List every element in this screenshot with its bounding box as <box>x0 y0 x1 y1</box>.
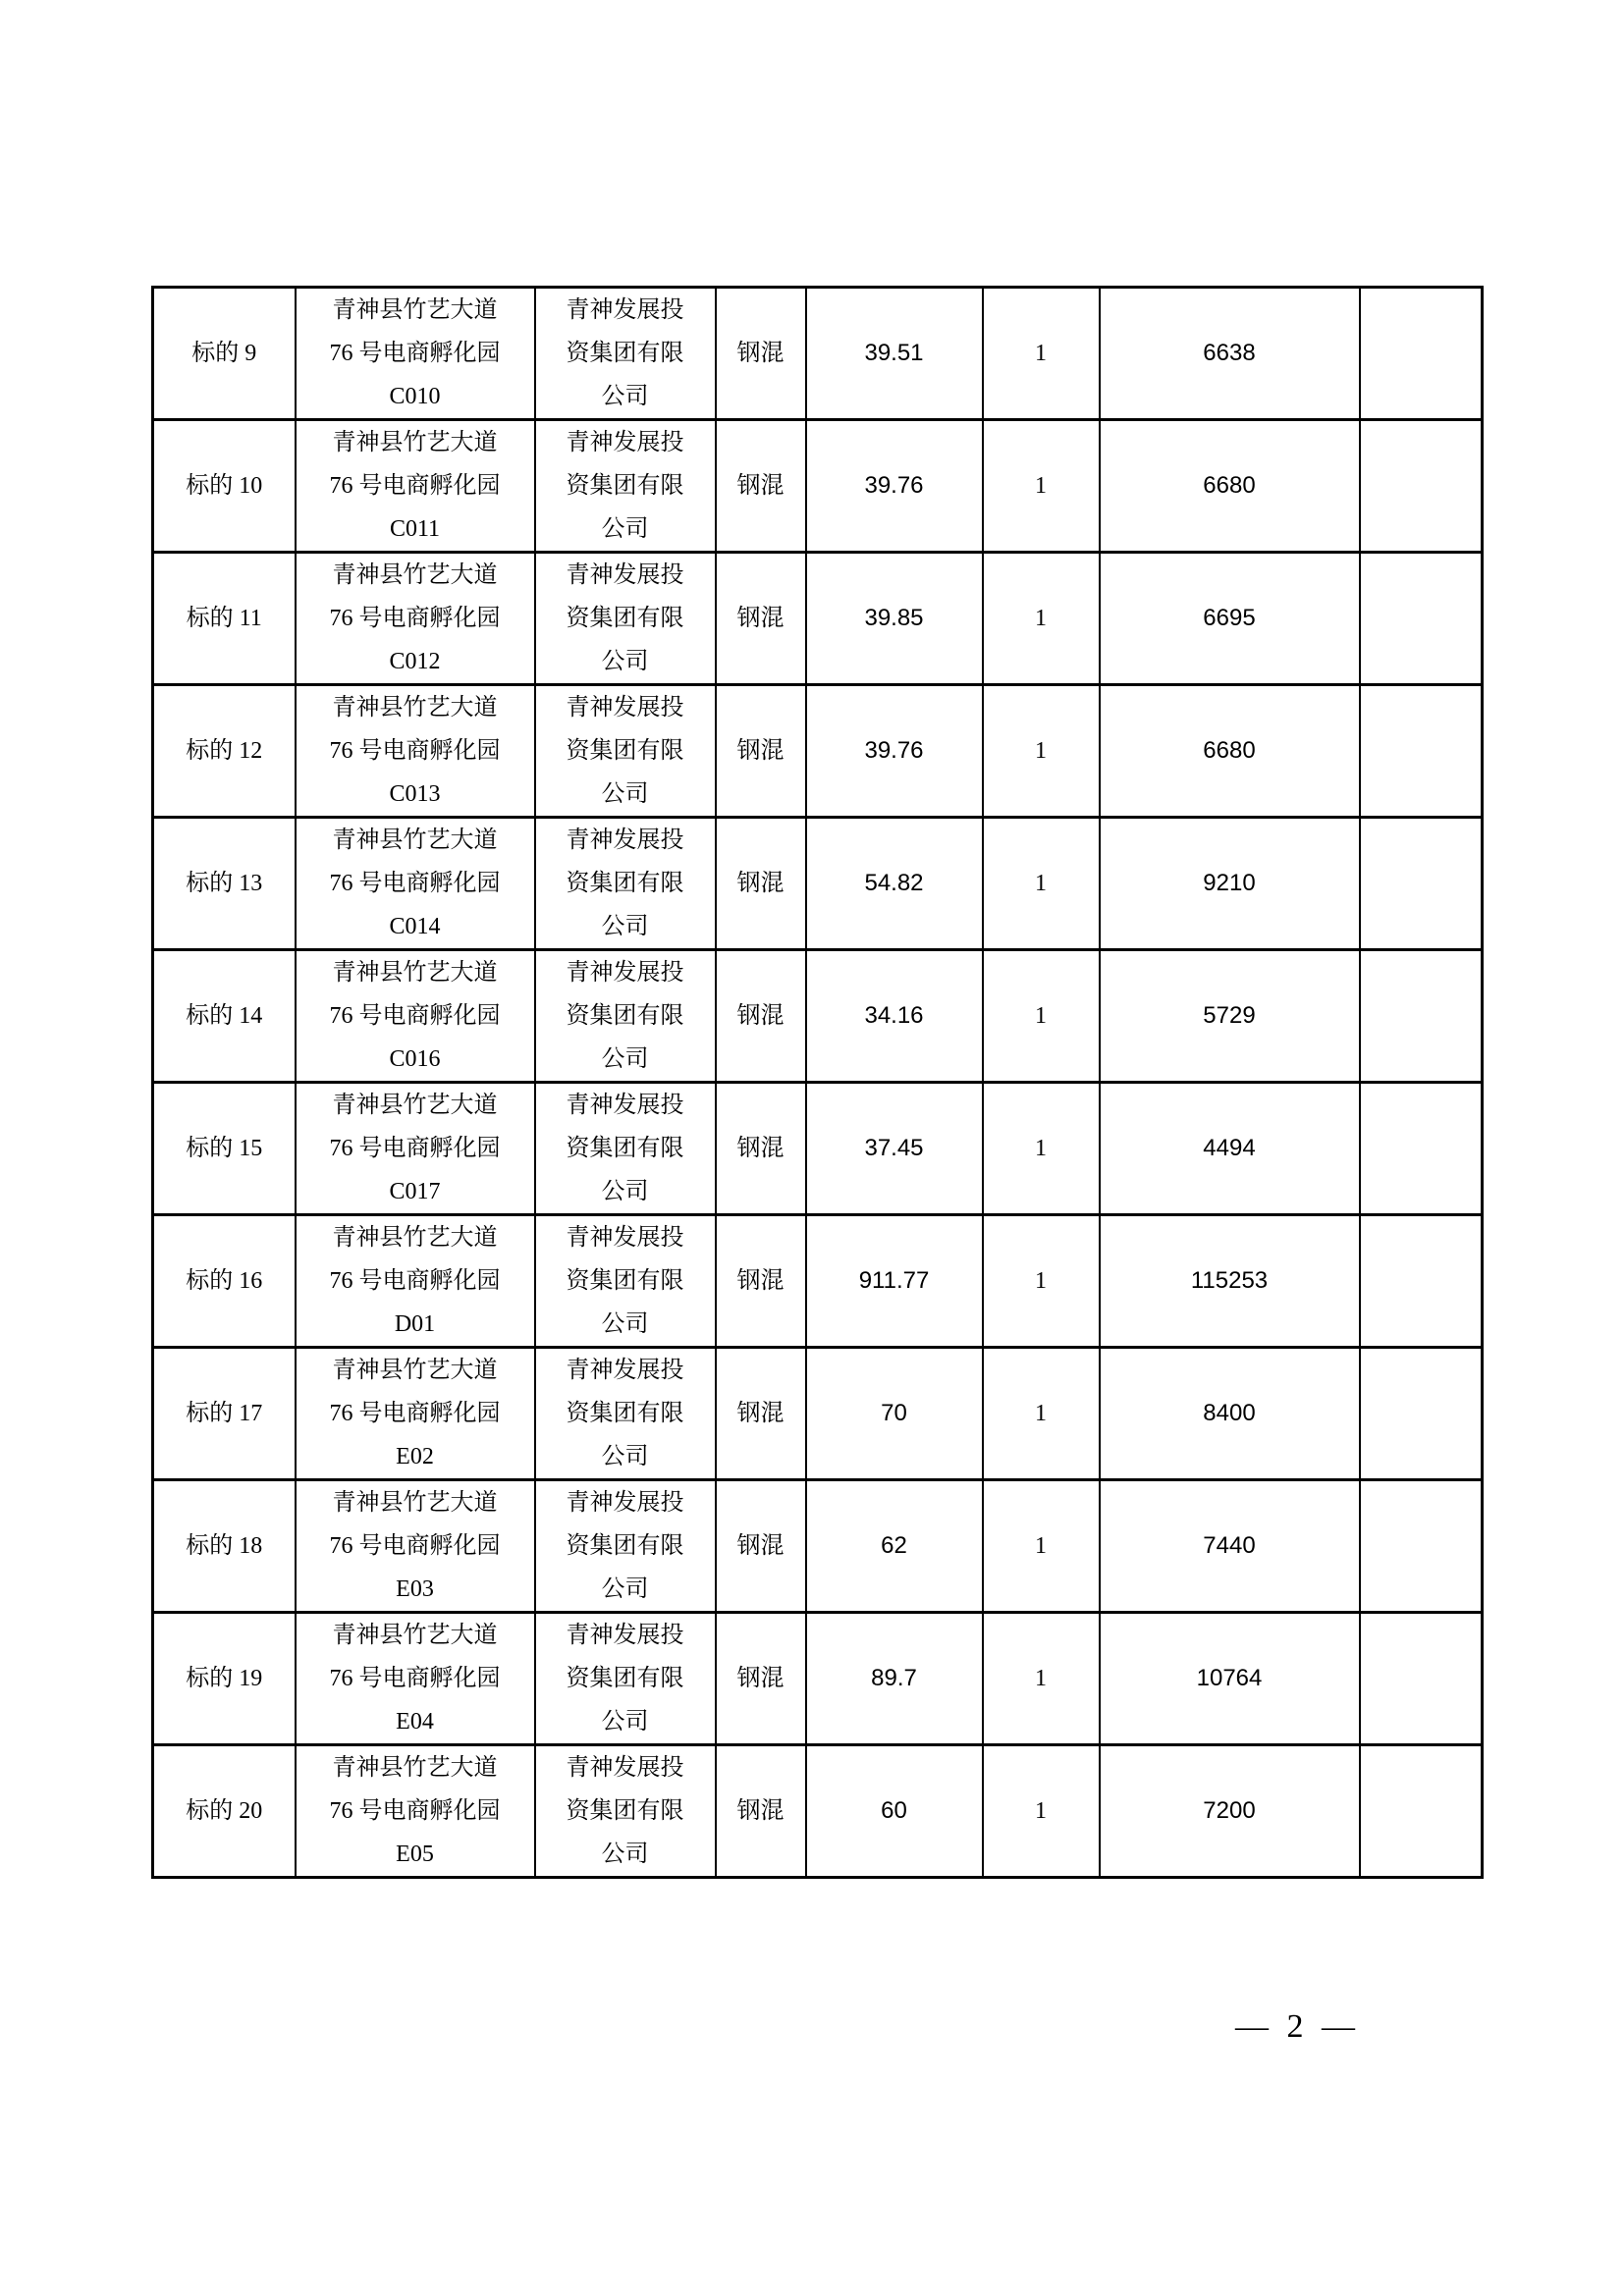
address-cell <box>296 420 535 553</box>
table-row <box>153 1480 1483 1613</box>
address-line-2: 76 号电商孵化园 <box>329 473 501 499</box>
quantity-cell: 1 <box>983 1215 1100 1348</box>
structure-cell: 钢混 <box>716 1613 806 1745</box>
quantity-cell: 1 <box>983 1348 1100 1480</box>
owner-line: 青神发展投 <box>566 430 684 455</box>
structure-cell: 钢混 <box>716 1745 806 1878</box>
structure-cell: 钢混 <box>716 553 806 685</box>
owner-cell <box>535 288 716 420</box>
owner-cell <box>535 950 716 1083</box>
address-line-1: 青神县竹艺大道 <box>332 1358 498 1383</box>
owner-line: 公司 <box>601 1046 649 1072</box>
price-cell: 6680 <box>1100 685 1360 818</box>
quantity-cell: 1 <box>983 1480 1100 1613</box>
subject-id-cell: 标的 14 <box>153 950 296 1083</box>
table-row <box>153 1348 1483 1480</box>
owner-line: 公司 <box>601 1709 649 1735</box>
address-line-1: 青神县竹艺大道 <box>332 1490 498 1516</box>
address-line-2: 76 号电商孵化园 <box>329 1003 501 1029</box>
table-row <box>153 685 1483 818</box>
address-line-2: 76 号电商孵化园 <box>329 738 501 764</box>
structure-cell: 钢混 <box>716 420 806 553</box>
price-cell: 115253 <box>1100 1215 1360 1348</box>
table-row <box>153 420 1483 553</box>
area-cell: 34.16 <box>806 950 983 1083</box>
table-row <box>153 1613 1483 1745</box>
owner-line: 资集团有限 <box>566 1533 684 1559</box>
owner-line: 青神发展投 <box>566 297 684 323</box>
unit-code: E02 <box>396 1444 434 1469</box>
quantity-cell: 1 <box>983 950 1100 1083</box>
area-cell: 70 <box>806 1348 983 1480</box>
owner-line: 青神发展投 <box>566 1093 684 1118</box>
empty-cell <box>1360 818 1483 950</box>
area-cell: 39.76 <box>806 420 983 553</box>
subject-id-cell: 标的 9 <box>153 288 296 420</box>
owner-line: 公司 <box>601 1842 649 1867</box>
owner-line: 青神发展投 <box>566 1358 684 1383</box>
owner-line: 青神发展投 <box>566 1490 684 1516</box>
area-cell: 62 <box>806 1480 983 1613</box>
address-line-1: 青神县竹艺大道 <box>332 430 498 455</box>
table-row <box>153 1215 1483 1348</box>
structure-cell: 钢混 <box>716 1083 806 1215</box>
owner-cell <box>535 1348 716 1480</box>
structure-cell: 钢混 <box>716 818 806 950</box>
price-cell: 4494 <box>1100 1083 1360 1215</box>
owner-cell <box>535 553 716 685</box>
subject-id-cell: 标的 16 <box>153 1215 296 1348</box>
address-line-2: 76 号电商孵化园 <box>329 341 501 366</box>
address-cell <box>296 288 535 420</box>
owner-line: 公司 <box>601 1444 649 1469</box>
owner-line: 青神发展投 <box>566 1755 684 1781</box>
empty-cell <box>1360 288 1483 420</box>
empty-cell <box>1360 1745 1483 1878</box>
quantity-cell: 1 <box>983 288 1100 420</box>
address-line-2: 76 号电商孵化园 <box>329 1798 501 1824</box>
owner-line: 公司 <box>601 781 649 807</box>
owner-line: 公司 <box>601 1311 649 1337</box>
price-cell: 5729 <box>1100 950 1360 1083</box>
owner-cell <box>535 1613 716 1745</box>
owner-line: 青神发展投 <box>566 695 684 721</box>
subject-id-cell: 标的 10 <box>153 420 296 553</box>
address-cell <box>296 1348 535 1480</box>
owner-cell <box>535 1745 716 1878</box>
price-cell: 6695 <box>1100 553 1360 685</box>
address-cell <box>296 1745 535 1878</box>
address-line-2: 76 号电商孵化园 <box>329 1666 501 1691</box>
empty-cell <box>1360 1480 1483 1613</box>
owner-line: 公司 <box>601 1179 649 1204</box>
empty-cell <box>1360 553 1483 685</box>
area-cell: 911.77 <box>806 1215 983 1348</box>
subject-id-cell: 标的 20 <box>153 1745 296 1878</box>
owner-line: 资集团有限 <box>566 606 684 631</box>
structure-cell: 钢混 <box>716 950 806 1083</box>
page-number: — 2 — <box>1235 2008 1360 2045</box>
address-cell <box>296 685 535 818</box>
owner-line: 资集团有限 <box>566 1666 684 1691</box>
price-cell: 6680 <box>1100 420 1360 553</box>
owner-line: 资集团有限 <box>566 1798 684 1824</box>
owner-line: 青神发展投 <box>566 960 684 986</box>
address-cell <box>296 1215 535 1348</box>
quantity-cell: 1 <box>983 420 1100 553</box>
address-cell <box>296 553 535 685</box>
address-line-2: 76 号电商孵化园 <box>329 606 501 631</box>
quantity-cell: 1 <box>983 1613 1100 1745</box>
unit-code: E05 <box>396 1842 434 1867</box>
area-cell: 39.76 <box>806 685 983 818</box>
empty-cell <box>1360 1348 1483 1480</box>
area-cell: 89.7 <box>806 1613 983 1745</box>
table-row <box>153 1083 1483 1215</box>
unit-code: C012 <box>389 649 441 674</box>
owner-line: 公司 <box>601 1576 649 1602</box>
owner-cell <box>535 1480 716 1613</box>
owner-line: 公司 <box>601 516 649 542</box>
area-cell: 54.82 <box>806 818 983 950</box>
unit-code: C017 <box>389 1179 441 1204</box>
owner-cell <box>535 420 716 553</box>
owner-line: 资集团有限 <box>566 738 684 764</box>
structure-cell: 钢混 <box>716 1348 806 1480</box>
address-line-1: 青神县竹艺大道 <box>332 828 498 853</box>
address-line-1: 青神县竹艺大道 <box>332 960 498 986</box>
owner-line: 资集团有限 <box>566 1136 684 1161</box>
table-row <box>153 818 1483 950</box>
address-line-1: 青神县竹艺大道 <box>332 562 498 588</box>
structure-cell: 钢混 <box>716 685 806 818</box>
address-line-1: 青神县竹艺大道 <box>332 1093 498 1118</box>
owner-cell <box>535 1215 716 1348</box>
owner-line: 资集团有限 <box>566 1268 684 1294</box>
empty-cell <box>1360 420 1483 553</box>
owner-cell <box>535 1083 716 1215</box>
price-cell: 8400 <box>1100 1348 1360 1480</box>
address-cell <box>296 1480 535 1613</box>
empty-cell <box>1360 950 1483 1083</box>
address-line-2: 76 号电商孵化园 <box>329 871 501 896</box>
price-cell: 7200 <box>1100 1745 1360 1878</box>
subjects-table <box>151 286 1484 1879</box>
owner-line: 青神发展投 <box>566 562 684 588</box>
owner-cell <box>535 818 716 950</box>
address-cell <box>296 818 535 950</box>
owner-line: 公司 <box>601 649 649 674</box>
address-line-2: 76 号电商孵化园 <box>329 1136 501 1161</box>
address-line-1: 青神县竹艺大道 <box>332 1755 498 1781</box>
unit-code: E04 <box>396 1709 434 1735</box>
owner-line: 青神发展投 <box>566 1225 684 1251</box>
area-cell: 60 <box>806 1745 983 1878</box>
area-cell: 39.51 <box>806 288 983 420</box>
subject-id-cell: 标的 15 <box>153 1083 296 1215</box>
owner-line: 资集团有限 <box>566 341 684 366</box>
unit-code: C010 <box>389 384 441 409</box>
empty-cell <box>1360 1215 1483 1348</box>
address-line-1: 青神县竹艺大道 <box>332 297 498 323</box>
address-line-1: 青神县竹艺大道 <box>332 1623 498 1648</box>
address-line-2: 76 号电商孵化园 <box>329 1533 501 1559</box>
table-row <box>153 288 1483 420</box>
address-line-1: 青神县竹艺大道 <box>332 1225 498 1251</box>
unit-code: C013 <box>389 781 441 807</box>
address-cell <box>296 1613 535 1745</box>
owner-line: 资集团有限 <box>566 871 684 896</box>
owner-cell <box>535 685 716 818</box>
subject-id-cell: 标的 11 <box>153 553 296 685</box>
structure-cell: 钢混 <box>716 288 806 420</box>
address-cell <box>296 1083 535 1215</box>
unit-code: C016 <box>389 1046 441 1072</box>
address-line-2: 76 号电商孵化园 <box>329 1268 501 1294</box>
table-row <box>153 553 1483 685</box>
owner-line: 公司 <box>601 914 649 939</box>
quantity-cell: 1 <box>983 1745 1100 1878</box>
owner-line: 公司 <box>601 384 649 409</box>
subject-id-cell: 标的 17 <box>153 1348 296 1480</box>
owner-line: 资集团有限 <box>566 473 684 499</box>
quantity-cell: 1 <box>983 818 1100 950</box>
empty-cell <box>1360 1083 1483 1215</box>
price-cell: 6638 <box>1100 288 1360 420</box>
structure-cell: 钢混 <box>716 1215 806 1348</box>
quantity-cell: 1 <box>983 1083 1100 1215</box>
subject-id-cell: 标的 19 <box>153 1613 296 1745</box>
subject-id-cell: 标的 18 <box>153 1480 296 1613</box>
subject-id-cell: 标的 12 <box>153 685 296 818</box>
address-line-2: 76 号电商孵化园 <box>329 1401 501 1426</box>
subject-id-cell: 标的 13 <box>153 818 296 950</box>
area-cell: 39.85 <box>806 553 983 685</box>
price-cell: 10764 <box>1100 1613 1360 1745</box>
empty-cell <box>1360 1613 1483 1745</box>
unit-code: E03 <box>396 1576 434 1602</box>
area-cell: 37.45 <box>806 1083 983 1215</box>
address-line-1: 青神县竹艺大道 <box>332 695 498 721</box>
owner-line: 青神发展投 <box>566 1623 684 1648</box>
quantity-cell: 1 <box>983 553 1100 685</box>
unit-code: C014 <box>389 914 441 939</box>
quantity-cell: 1 <box>983 685 1100 818</box>
owner-line: 资集团有限 <box>566 1401 684 1426</box>
table-row <box>153 1745 1483 1878</box>
unit-code: D01 <box>394 1311 436 1337</box>
unit-code: C011 <box>389 516 441 542</box>
price-cell: 9210 <box>1100 818 1360 950</box>
owner-line: 青神发展投 <box>566 828 684 853</box>
owner-line: 资集团有限 <box>566 1003 684 1029</box>
address-cell <box>296 950 535 1083</box>
price-cell: 7440 <box>1100 1480 1360 1613</box>
structure-cell: 钢混 <box>716 1480 806 1613</box>
table-row <box>153 950 1483 1083</box>
empty-cell <box>1360 685 1483 818</box>
